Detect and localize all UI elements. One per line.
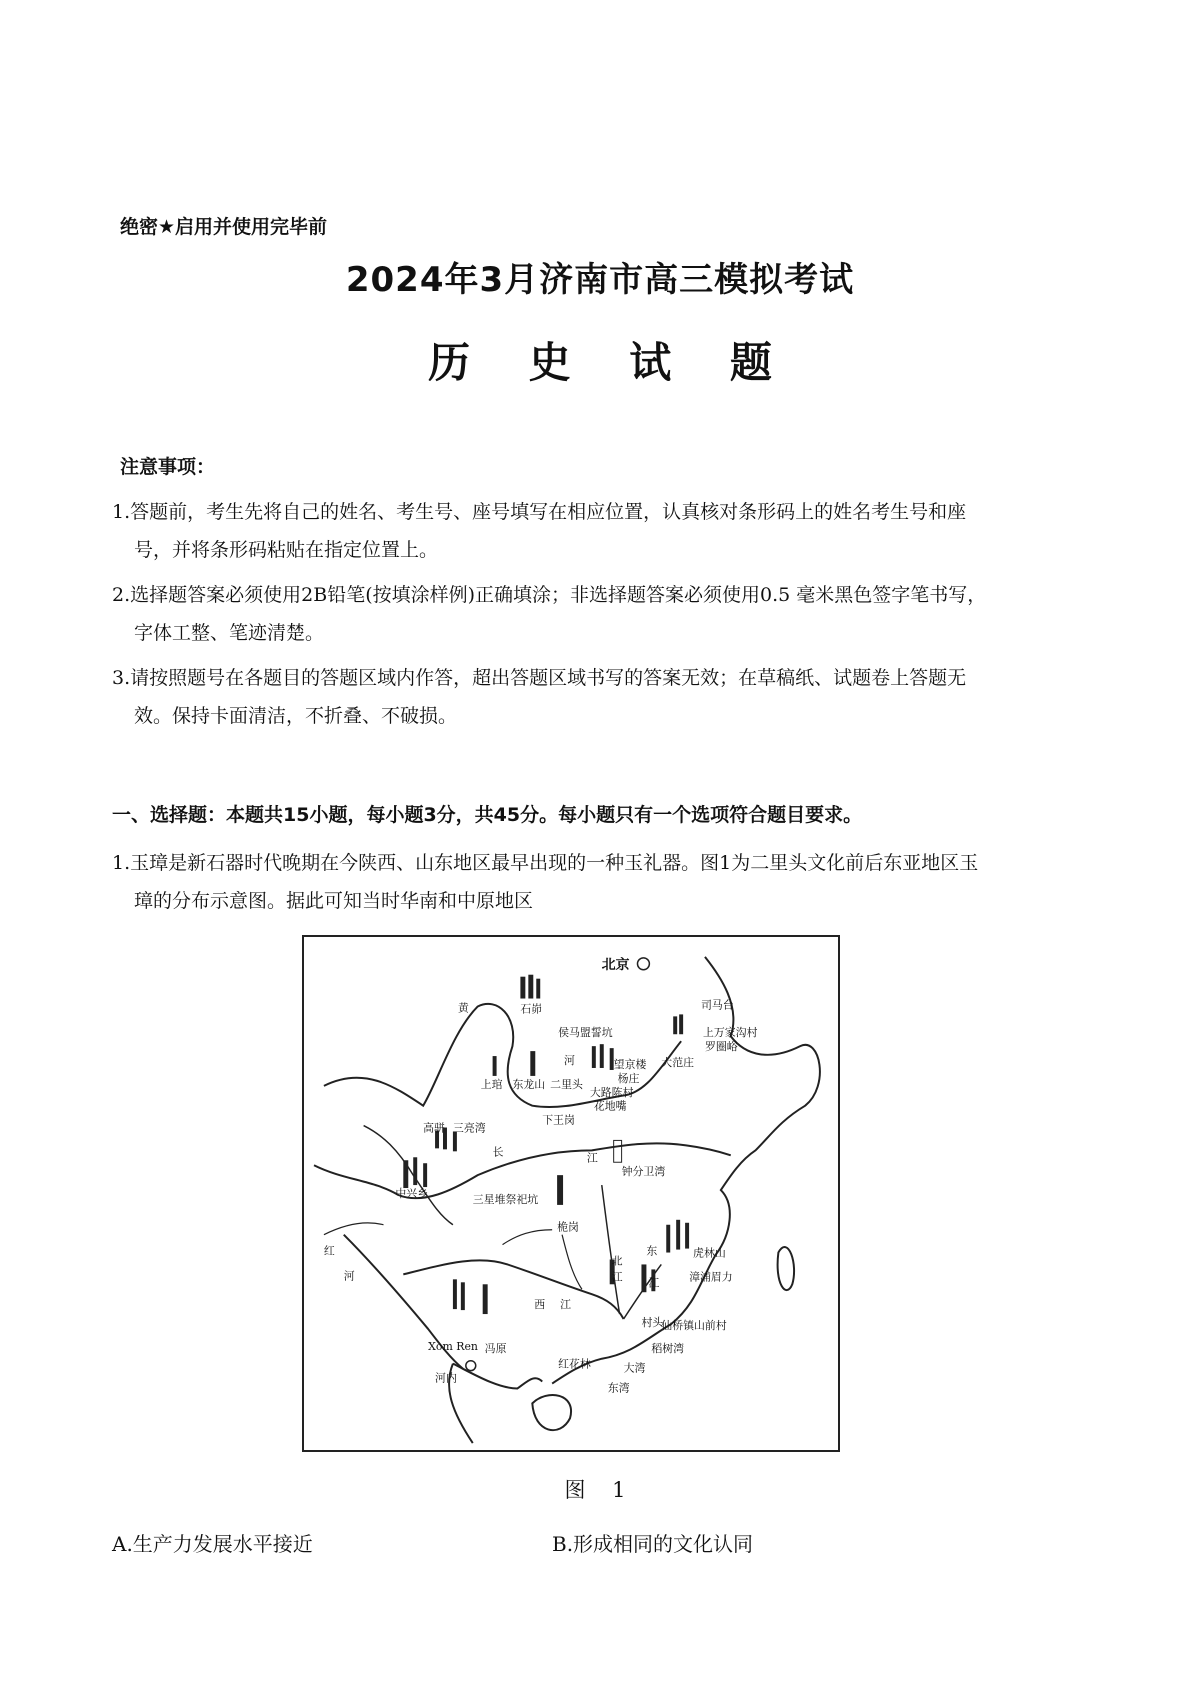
notice-item-number: 1. (112, 501, 131, 523)
map-label-tonggang: 桅岗 (557, 1220, 579, 1234)
map-label-dong: 东 (646, 1244, 658, 1258)
map-label-wangjinglou: 望京楼 (613, 1057, 647, 1071)
map-label-vietnam: Xom Ren (428, 1339, 478, 1353)
map-label-hanoi: 河内 (435, 1371, 457, 1385)
notice-item-number: 2. (112, 584, 131, 606)
map-label-jiang4: 江 (560, 1298, 571, 1312)
map-label-shimao: 石峁 (520, 1002, 543, 1016)
notice-item-text: 请按照题号在各题目的答题区域内作答，超出答题区域书写的答案无效；在草稿纸、试题卷上答题无 (130, 667, 967, 689)
map-label-daluchencun: 大路陈村 (589, 1085, 634, 1099)
question-text: 璋的分布示意图。据此可知当时华南和中原地区 (134, 890, 534, 912)
map-label-shangluo: 上琯 (480, 1077, 503, 1091)
option-a[interactable]: A.生产力发展水平接近 (112, 1532, 313, 1556)
option-b[interactable]: B.形成相同的文化认同 (552, 1532, 754, 1556)
map-label-fengyuan: 冯原 (484, 1341, 507, 1355)
question-number: 1. (112, 852, 131, 874)
map-label-xianqiao: 仙桥镇山前村 (661, 1318, 727, 1332)
notice-item-2 (112, 576, 1102, 652)
map-label-sanliang: 三亮湾 (452, 1121, 486, 1135)
map-label-xiawanggang: 下王岗 (542, 1113, 575, 1127)
map-label-huoshan: 虎林山 (693, 1246, 726, 1260)
map-label-cuntou: 村头 (641, 1315, 664, 1329)
map-label-he: 河 (564, 1054, 575, 1068)
notice-item-text: 号，并将条形码粘贴在指定位置上。 (134, 539, 439, 561)
map-label-shangwanjiagou: 上万家沟村 (702, 1026, 758, 1040)
notice-heading: 注意事项： (120, 456, 216, 478)
map-label-honghualin: 红花林 (558, 1357, 591, 1371)
map-label-xi: 西 (534, 1298, 546, 1312)
map-label-erlitou: 二里头 (550, 1077, 583, 1091)
map-label-zhangpu: 漳浦眉力 (689, 1270, 733, 1284)
notice-item-1 (112, 493, 1102, 569)
bei-river (602, 1185, 620, 1314)
tributary (562, 1235, 582, 1290)
map-label-gaopian: 高骈 (423, 1121, 445, 1135)
map-label-dongwan: 东湾 (607, 1381, 630, 1395)
figure-caption: 图 1 (564, 1478, 636, 1502)
map-label-bei: 北 (611, 1254, 623, 1268)
map-label-zhongfen: 钟分卫湾 (621, 1165, 666, 1179)
map-label-chang: 长 (492, 1145, 504, 1159)
map-label-dawan: 大湾 (623, 1361, 646, 1375)
jade-zhang-distribution-map (302, 935, 840, 1452)
map-label-sanxingdui: 三星堆祭祀坑 (472, 1192, 539, 1206)
taiwan-outline (778, 1247, 794, 1290)
map-label-huadizui: 花地嘴 (593, 1099, 627, 1113)
map-label-jiang3: 江 (648, 1276, 660, 1290)
notice-item-text: 答题前，考生先将自己的姓名、考生号、座号填写在相应位置，认真核对条形码上的姓名考生号和座 (130, 501, 967, 523)
subject-title: 历 史 试 题 (428, 338, 794, 387)
hanoi-marker (466, 1361, 476, 1371)
notice-item-3 (112, 659, 1102, 735)
tributary (324, 1223, 384, 1235)
map-label-zhongxingxiang: 中兴乡 (395, 1186, 429, 1200)
map-label-houma: 侯马盟誓坑 (558, 1026, 613, 1040)
map-label-hong: 红 (323, 1244, 335, 1258)
exam-title: 2024年3月济南市高三模拟考试 (345, 260, 855, 300)
secret-label: 绝密★启用并使用完毕前 (120, 216, 328, 238)
map-label-luoquanyu: 罗圈峪 (704, 1040, 738, 1054)
notice-item-text: 效。保持卡面清洁，不折叠、不破损。 (134, 705, 458, 727)
hainan-outline (532, 1395, 571, 1430)
map-label-donglongshan: 东龙山 (512, 1077, 546, 1091)
map-label-daoshuwan: 稻树湾 (651, 1341, 685, 1355)
question-text: 玉璋是新石器时代晚期在今陕西、山东地区最早出现的一种玉礼器。图1为二里头文化前后东亚地区玉 (130, 852, 979, 874)
tributary (503, 1230, 553, 1245)
xi-river (403, 1260, 623, 1319)
map-label-jiang2: 江 (611, 1270, 623, 1284)
notice-item-text: 选择题答案必须使用2B铅笔(按填涂样例)正确填涂；非选择题答案必须使用0.5 毫米黑色签字笔书写， (130, 584, 987, 606)
yangtze-river (314, 1143, 731, 1198)
map-label-sima: 司马台 (700, 998, 734, 1012)
notice-item-number: 3. (112, 667, 131, 689)
section-heading: 一、选择题：本题共15小题，每小题3分，共45分。每小题只有一个选项符合题目要求。 (112, 804, 863, 826)
map-label-yangzhuang: 杨庄 (617, 1071, 640, 1085)
notice-item-text: 字体工整、笔迹清楚。 (134, 622, 325, 644)
map-label-huang: 黄 (457, 1001, 469, 1015)
beijing-marker (637, 958, 649, 970)
map-label-jiang: 江 (586, 1151, 598, 1165)
map-label-he2: 河 (343, 1269, 355, 1283)
question-1 (112, 844, 1102, 920)
map-label-dafanzhuang: 大范庄 (661, 1055, 695, 1069)
map-label-beijing: 北京 (601, 956, 630, 973)
